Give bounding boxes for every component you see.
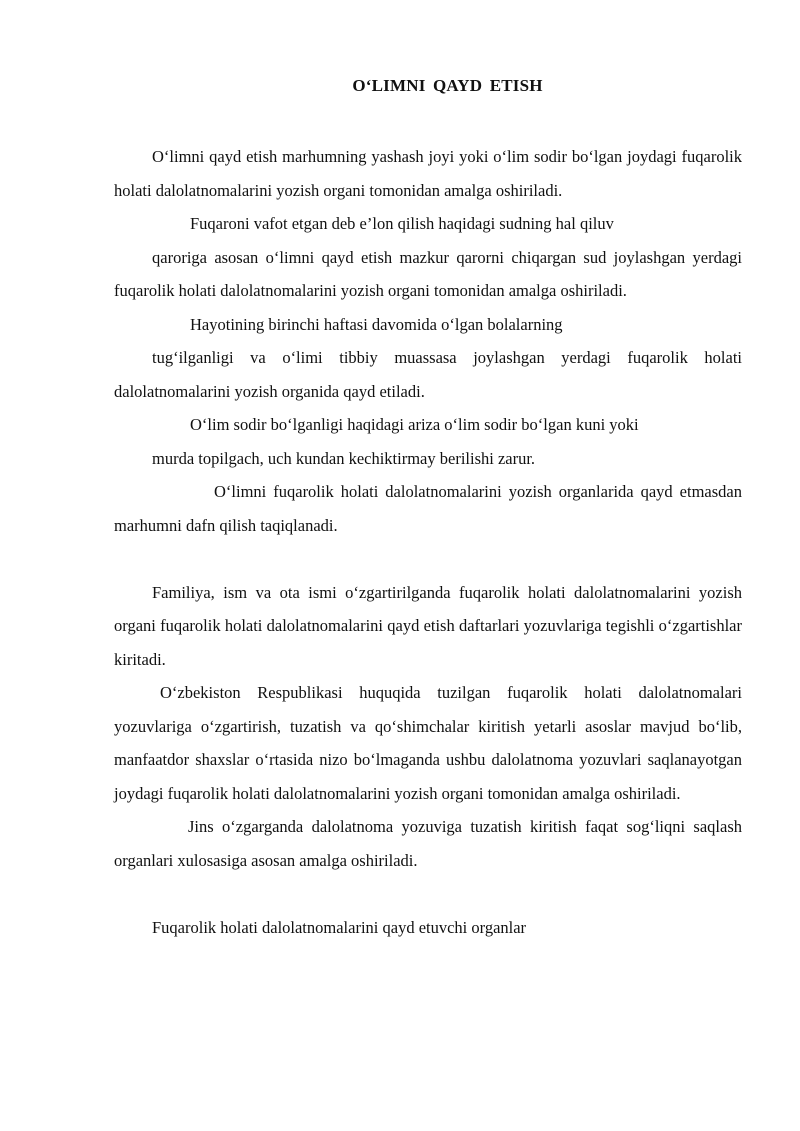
paragraph-burial-prohibition: O‘limni fuqarolik holati dalolatnomalarini yozish organlarida qayd etmasdan marhumni dafn qilish taqiqlanadi. xyxy=(114,482,742,535)
paragraph-gap xyxy=(114,542,742,576)
paragraph-court-decision: qaroriga asosan o‘limni qayd etish mazkur qarorni chiqargan sud joylashgan yerdagi fuqarolik holati dalolatnomalarini yozish organi tomonidan amalga oshiriladi. xyxy=(114,247,742,300)
section-heading-registry-organs: Fuqarolik holati dalolatnomalarini qayd etuvchi organlar xyxy=(152,917,527,937)
paragraph-registration-place: O‘limni qayd etish marhumning yashash joyi yoki o‘lim sodir bo‘lgan joydagi fuqarolik holati dalolatnomalarini yozish organi tomonidan amalga oshiriladi. xyxy=(114,147,742,200)
paragraph-application-line: O‘lim sodir bo‘lganligi haqidagi ariza o‘lim sodir bo‘lgan kuni yoki xyxy=(190,415,639,434)
paragraph-infants-line: Hayotining birinchi haftasi davomida o‘lgan bolalarning xyxy=(190,314,563,334)
paragraph-gender-change: Jins o‘zgarganda dalolatnoma yozuviga tuzatish kiritish faqat sog‘liqni saqlash organlari xulosasiga asosan amalga oshiriladi. xyxy=(114,817,742,870)
paragraph-name-change: Familiya, ism va ota ismi o‘zgartirilganda fuqarolik holati dalolatnomalarini yozish organi fuqarolik holati dalolatnomalarini qayd etish daftarlari yozuvlariga tegishli o‘zgartishlar kiritadi. xyxy=(114,582,742,669)
paragraph-infants: tug‘ilganligi va o‘limi tibbiy muassasa joylashgan yerdagi fuqarolik holati dalolatnomalarini yozish organida qayd etiladi. xyxy=(114,348,742,401)
paragraph-corrections: O‘zbekiston Respublikasi huquqida tuzilgan fuqarolik holati dalolatnomalari yozuvlariga o‘zgartirish, tuzatish va qo‘shimchalar kiritish yetarli asoslar mavjud bo‘lib, manfaatdor shaxslar o‘rtasida nizo bo‘lmaganda ushbu dalolatnoma yozuvlari saqlanayotgan joydagi fuqarolik holati dalolatnomalarini yozish organi tomonidan amalga oshiriladi. xyxy=(114,683,742,803)
paragraph-gap xyxy=(114,877,742,911)
document-body xyxy=(114,140,742,944)
paragraph-court-decision-line: Fuqaroni vafot etgan deb e’lon qilish haqidagi sudning hal qiluv xyxy=(190,214,614,233)
page-title: O‘LIMNI QAYD ETISH xyxy=(352,76,543,95)
paragraph-application: murda topilgach, uch kundan kechiktirmay berilishi zarur. xyxy=(152,448,536,468)
